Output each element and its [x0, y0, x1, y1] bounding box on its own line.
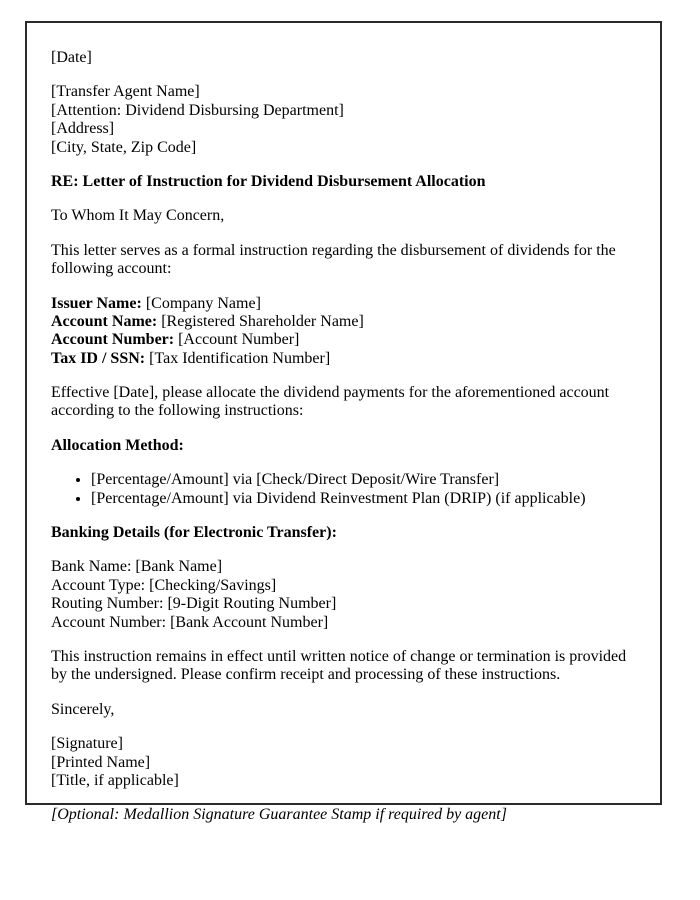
date-line: [Date] — [51, 49, 92, 66]
signature-line: [Printed Name] — [51, 753, 151, 771]
account-field-value: [Account Number] — [178, 331, 300, 349]
effect-notice-paragraph: This instruction remains in effect until written notice of change or termination is provided by the undersigned. Please confirm receipt and processing of these instructions. — [51, 647, 627, 684]
recipient-line: [Address] — [51, 120, 115, 138]
subject-line: RE: Letter of Instruction for Dividend Disbursement Allocation — [51, 172, 486, 190]
intro-paragraph: This letter serves as a formal instruction regarding the disbursement of dividends for the following account: — [51, 241, 616, 278]
optional-medallion-note: [Optional: Medallion Signature Guarantee Stamp if required by agent] — [51, 806, 507, 824]
signoff: Sincerely, — [51, 700, 115, 718]
allocation-method-heading: Allocation Method: — [51, 436, 184, 454]
account-field-value: [Company Name] — [145, 294, 261, 312]
signature-line: [Signature] — [51, 735, 123, 753]
list-item: • [Percentage/Amount] via [Check/Direct Deposit/Wire Transfer] — [91, 471, 636, 489]
account-field-label: Issuer Name: — [51, 294, 142, 312]
account-details-block — [51, 295, 636, 369]
signature-block — [51, 735, 636, 790]
recipient-line: [City, State, Zip Code] — [51, 138, 197, 156]
account-field-value: [Tax Identification Number] — [149, 349, 331, 367]
signature-line: [Title, if applicable] — [51, 771, 179, 789]
banking-line: Bank Name: [Bank Name] — [51, 558, 223, 576]
salutation: To Whom It May Concern, — [51, 207, 225, 225]
recipient-line: [Transfer Agent Name] — [51, 83, 200, 101]
banking-details-block — [51, 558, 636, 632]
banking-line: Account Type: [Checking/Savings] — [51, 576, 277, 594]
banking-line: Account Number: [Bank Account Number] — [51, 613, 329, 631]
banking-details-heading: Banking Details (for Electronic Transfer): — [51, 524, 337, 542]
letter-document — [25, 21, 662, 824]
allocation-method-list — [51, 471, 636, 508]
account-field-label: Account Name: — [51, 312, 158, 330]
banking-line: Routing Number: [9-Digit Routing Number] — [51, 595, 337, 613]
list-item: • [Percentage/Amount] via Dividend Reinvestment Plan (DRIP) (if applicable) — [91, 490, 636, 508]
recipient-line: [Attention: Dividend Disbursing Department] — [51, 101, 344, 119]
recipient-block — [51, 83, 636, 157]
account-field-label: Tax ID / SSN: — [51, 349, 146, 367]
account-field-value: [Registered Shareholder Name] — [161, 312, 364, 330]
effective-paragraph: Effective [Date], please allocate the dividend payments for the aforementioned account according to the following instructions: — [51, 384, 610, 420]
account-field-label: Account Number: — [51, 331, 175, 349]
